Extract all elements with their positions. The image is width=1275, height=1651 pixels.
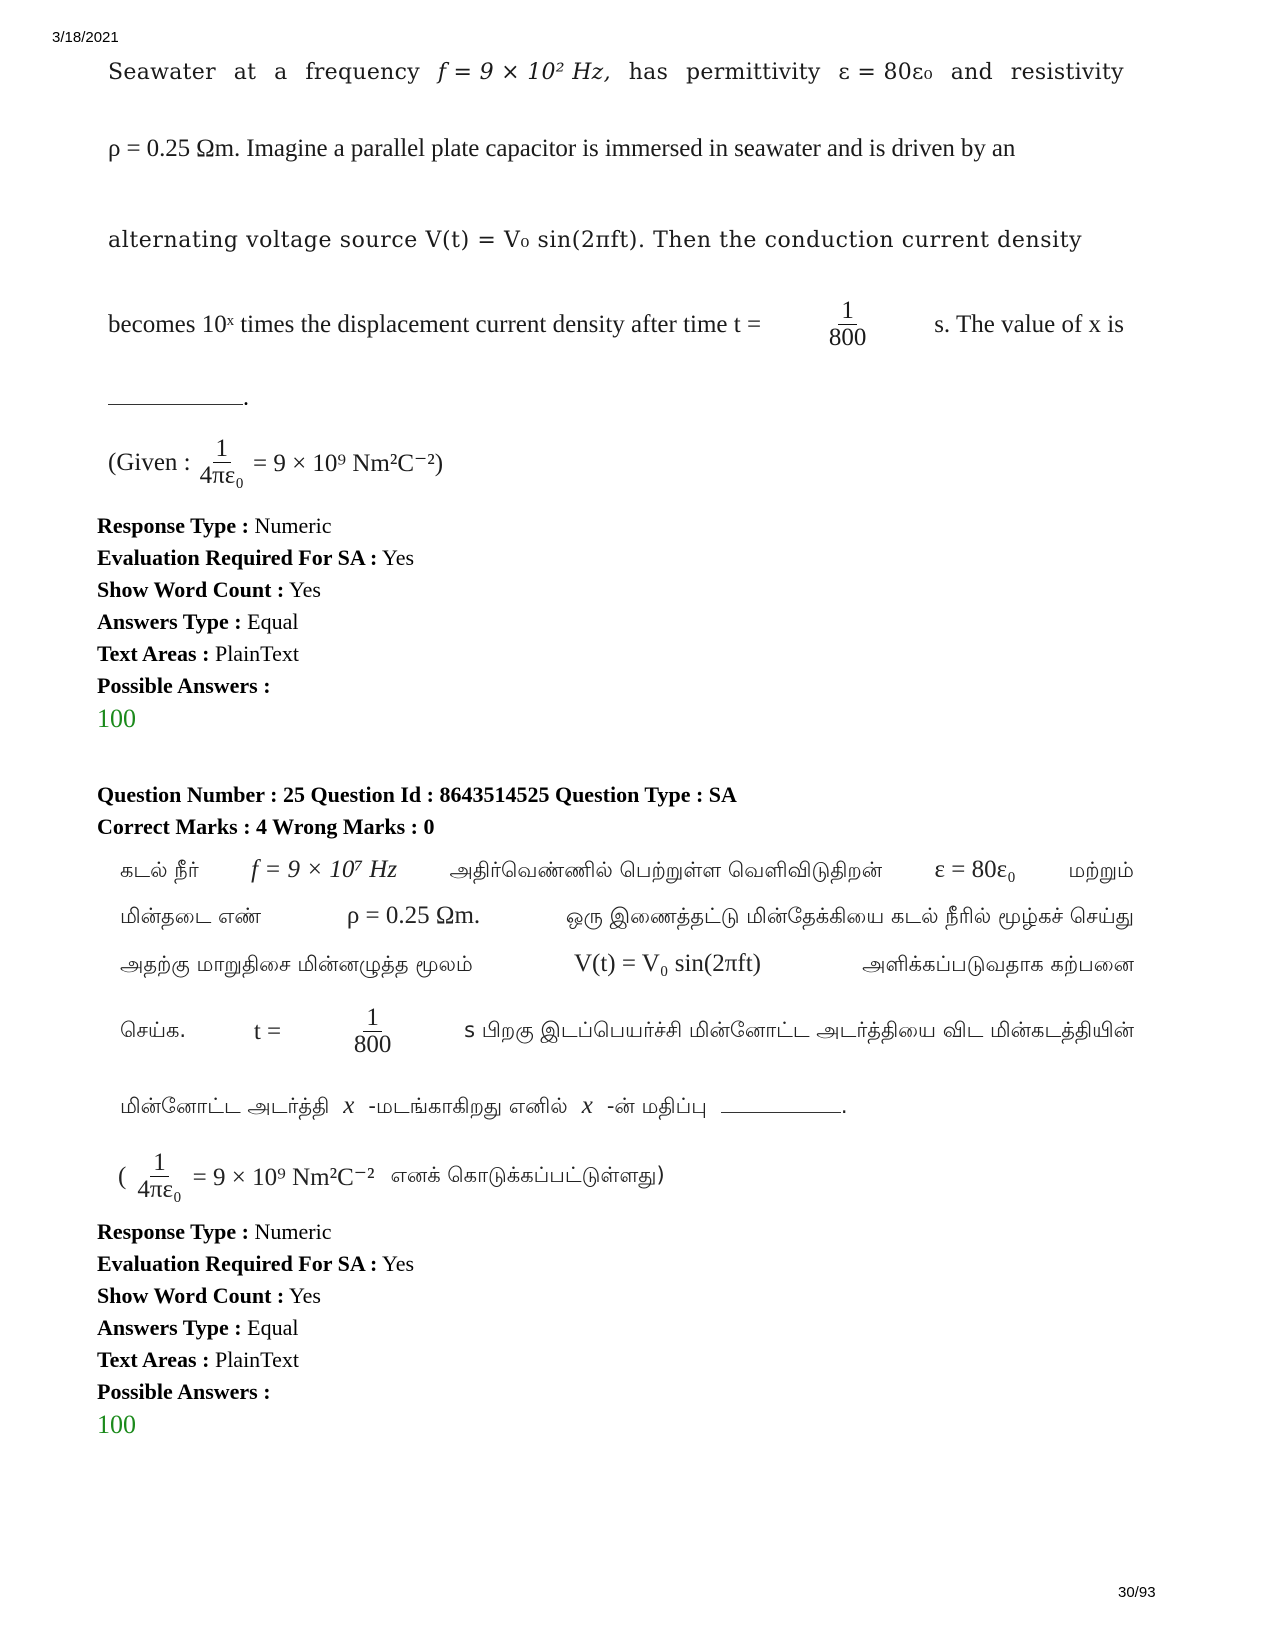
q25-line-1 (120, 856, 1134, 885)
tamil-text: மற்றும் (1068, 858, 1134, 882)
meta-value: PlainText (214, 1347, 299, 1372)
meta-label: Evaluation Required For SA : (97, 1251, 378, 1276)
q24-line-1 (108, 60, 1124, 85)
question-25-marks: Correct Marks : 4 Wrong Marks : 0 (97, 814, 435, 839)
paren-open: ( (118, 1162, 127, 1190)
fraction-numerator: 1 (213, 436, 232, 463)
meta-text-areas (97, 1344, 414, 1376)
q25-line-4 (120, 1005, 1134, 1059)
word: permittivity (686, 60, 821, 85)
question-25-meta (97, 1216, 414, 1408)
word: at (233, 60, 257, 85)
q25-given (118, 1150, 665, 1204)
meta-value: Numeric (254, 1219, 332, 1244)
frequency-expression: f = 9 × 10⁷ Hz (251, 856, 398, 883)
word: has (628, 60, 669, 85)
given-value: = 9 × 10⁹ Nm²C⁻² (192, 1163, 375, 1191)
question-25-header: Question Number : 25 Question Id : 8643514525 Question Type : SA (97, 782, 737, 807)
q24-given (108, 436, 443, 490)
variable-x: x (343, 1092, 355, 1119)
meta-value: Numeric (254, 513, 332, 538)
meta-possible-answers (97, 670, 414, 702)
tamil-text: மின்தடை எண் (120, 904, 262, 928)
tamil-text: -மடங்காகிறது எனில் (368, 1094, 568, 1118)
question-24-meta (97, 510, 414, 702)
meta-value: Yes (288, 577, 321, 602)
answer-blank (721, 1094, 848, 1118)
q25-line-5 (120, 1092, 848, 1121)
meta-response-type (97, 510, 414, 542)
q24-line-4 (108, 298, 1124, 352)
given-prefix: (Given : (108, 448, 191, 476)
given-fraction (134, 1150, 184, 1204)
meta-show-word-count (97, 574, 414, 606)
meta-label: Possible Answers : (97, 673, 271, 698)
meta-possible-answers (97, 1376, 414, 1408)
meta-evaluation-required (97, 542, 414, 574)
meta-text-areas (97, 638, 414, 670)
possible-answer-value: 100 (97, 704, 136, 733)
meta-evaluation-required (97, 1248, 414, 1280)
tamil-text: எனக் கொடுக்கப்பட்டுள்ளது) (390, 1163, 665, 1188)
tamil-text: s பிறகு இடப்பெயர்ச்சி மின்னோட்ட அடர்த்தியை விட மின்கடத்தியின் (464, 1018, 1134, 1043)
fraction-denominator: 4πε₀ (199, 462, 244, 490)
meta-label: Answers Type : (97, 1315, 242, 1340)
fraction-numerator: 1 (363, 1005, 382, 1032)
blank-line (108, 390, 243, 405)
page-number: 30/93 (1118, 1584, 1156, 1601)
tamil-text: -ன் மதிப்பு (606, 1094, 707, 1118)
word: Seawater (108, 60, 216, 85)
meta-label: Answers Type : (97, 609, 242, 634)
blank-period: . (243, 385, 249, 411)
tamil-text: மின்னோட்ட அடர்த்தி (120, 1094, 330, 1118)
tamil-text: அதிர்வெண்ணில் பெற்றுள்ள வெளிவிடுதிறன் (449, 858, 883, 882)
meta-value: Yes (382, 545, 415, 570)
tamil-text: செய்க. (120, 1018, 187, 1043)
tamil-text: கடல் நீர் (120, 858, 199, 882)
voltage-expression: V(t) = V₀ sin(2πft) (573, 950, 761, 977)
meta-show-word-count (97, 1280, 414, 1312)
meta-label: Response Type : (97, 1219, 249, 1244)
variable-x: x (581, 1092, 593, 1119)
blank-line (721, 1098, 841, 1113)
q25-line-3 (120, 950, 1134, 979)
possible-answer-value: 100 (97, 1410, 136, 1439)
meta-label: Show Word Count : (97, 577, 285, 602)
fraction-numerator: 1 (150, 1150, 169, 1177)
fraction-denominator: 800 (828, 324, 867, 352)
time-expression: t = (253, 1017, 282, 1045)
fraction-denominator: 800 (353, 1031, 392, 1059)
meta-value: Equal (247, 609, 299, 634)
meta-label: Text Areas : (97, 1347, 210, 1372)
meta-label: Evaluation Required For SA : (97, 545, 378, 570)
fraction-1-over-800 (351, 1005, 395, 1059)
given-fraction (197, 436, 247, 490)
meta-label: Response Type : (97, 513, 249, 538)
line-4-end: s. The value of x is (934, 310, 1124, 338)
tamil-text: ஒரு இணைத்தட்டு மின்தேக்கியை கடல் நீரில் மூழ்கச் செய்து (565, 904, 1134, 928)
tamil-text: அளிக்கப்படுவதாக கற்பனை (862, 952, 1134, 976)
fraction-1-over-800 (826, 298, 870, 352)
frequency-expression: f = 9 × 10² Hz, (437, 60, 611, 85)
answer-blank (108, 385, 249, 412)
q25-line-2 (120, 902, 1134, 931)
resistivity-expression: ρ = 0.25 Ωm. (346, 902, 481, 929)
print-date: 3/18/2021 (52, 29, 119, 46)
tamil-text: அதற்கு மாறுதிசை மின்னழுத்த மூலம் (120, 952, 473, 976)
meta-value: PlainText (214, 641, 299, 666)
meta-value: Equal (247, 1315, 299, 1340)
meta-answers-type (97, 606, 414, 638)
meta-label: Possible Answers : (97, 1379, 271, 1404)
permittivity-expression: ε = 80ε₀ (838, 60, 933, 85)
meta-label: Show Word Count : (97, 1283, 285, 1308)
blank-period: . (840, 1094, 848, 1118)
meta-value: Yes (288, 1283, 321, 1308)
meta-response-type (97, 1216, 414, 1248)
meta-answers-type (97, 1312, 414, 1344)
word: frequency (305, 60, 420, 85)
meta-label: Text Areas : (97, 641, 210, 666)
word: and (950, 60, 993, 85)
word: resistivity (1010, 60, 1124, 85)
fraction-numerator: 1 (838, 298, 857, 325)
q24-line-2: ρ = 0.25 Ωm. Imagine a parallel plate capacitor is immersed in seawater and is driven by an (108, 135, 1016, 162)
meta-value: Yes (382, 1251, 415, 1276)
given-value: = 9 × 10⁹ Nm²C⁻²) (252, 449, 444, 477)
fraction-denominator: 4πε₀ (137, 1176, 182, 1204)
word: a (274, 60, 288, 85)
q24-line-3: alternating voltage source V(t) = V₀ sin(2πft). Then the conduction current density (108, 228, 1083, 253)
line-4-start: becomes 10ˣ times the displacement current density after time t = (108, 310, 762, 338)
permittivity-expression: ε = 80ε₀ (934, 856, 1016, 883)
